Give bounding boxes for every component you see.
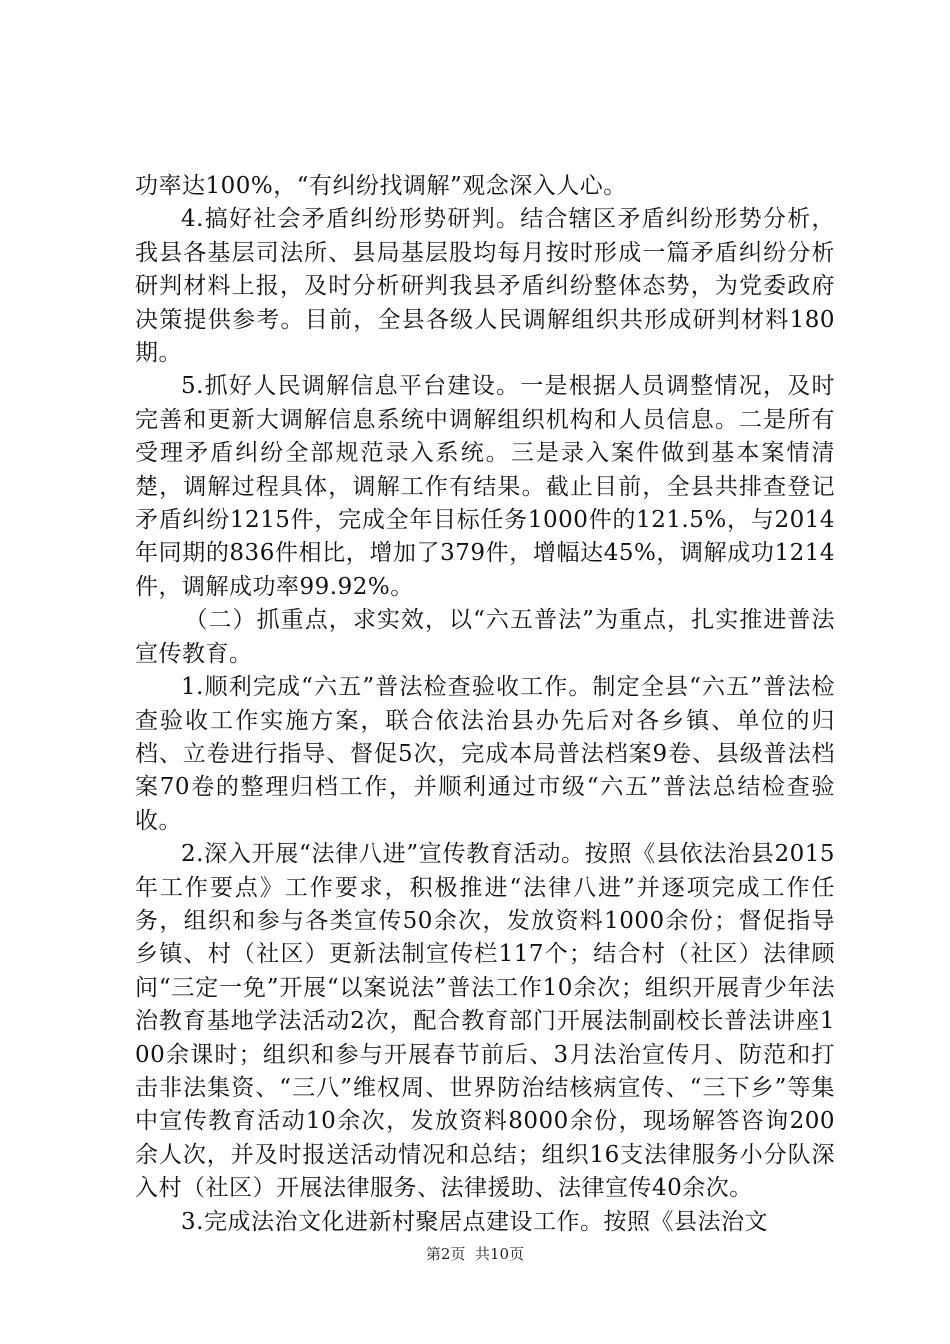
section-heading: （二）抓重点，求实效，以“六五普法”为重点，扎实推进普法宣传教育。 [135, 607, 835, 667]
paragraph-3: 5.抓好人民调解信息平台建设。一是根据人员调整情况，及时完善和更新大调解信息系统中调解组织机构和人员信息。二是所有受理矛盾纠纷全部规范录入系统。三是录入案件做到基本案情清楚，调解过程具体，调解工作有结果。截止目前，全县共排查登记矛盾纠纷1215件，完成全年目标任务1000件的121.5%，与2014年同期的836件相比，增加了379件，增幅达45%，调解成功1214件，调解成功率99.92%。 [135, 373, 835, 600]
paragraph-5: 1.顺利完成“六五”普法检查验收工作。制定全县“六五”普法检查验收工作实施方案，联合依法治县办先后对各乡镇、单位的归档、立卷进行指导、督促5次，完成本局普法档案9卷、县级普法档案70卷的整理归档工作，并顺利通过市级“六五”普法总结检查验收。 [135, 674, 835, 834]
document-body [135, 170, 835, 1239]
page-number-footer: 第2页 共10页 [425, 1245, 525, 1263]
paragraph-7: 3.完成法治文化进新村聚居点建设工作。按照《县法治文 [181, 1208, 768, 1235]
paragraph-6: 2.深入开展“法律八进”宣传教育活动。按照《县依法治县2015年工作要点》工作要求，积极推进“法律八进”并逐项完成工作任务，组织和参与各类宣传50余次，发放资料1000余份；督促指导乡镇、村（社区）更新法制宣传栏117个；结合村（社区）法律顾问“三定一免”开展“以案说法”普法工作10余次；组织开展青少年法治教育基地学法活动2次，配合教育部门开展法制副校长普法讲座100余课时；组织和参与开展春节前后、3月法治宣传月、防范和打击非法集资、“三八”维权周、世界防治结核病宣传、“三下乡”等集中宣传教育活动10余次，发放资料8000余份，现场解答咨询200余人次，并及时报送活动情况和总结；组织16支法律服务小分队深入村（社区）开展法律服务、法律援助、法律宣传40余次。 [135, 841, 835, 1202]
paragraph-1: 功率达100%，“有纠纷找调解”观念深入人心。 [135, 173, 627, 199]
paragraph-2: 4.搞好社会矛盾纠纷形势研判。结合辖区矛盾纠纷形势分析，我县各基层司法所、县局基层股均每月按时形成一篇矛盾纠纷分析研判材料上报，及时分析研判我县矛盾纠纷整体态势，为党委政府决策提供参考。目前，全县各级人民调解组织共形成研判材料180期。 [135, 206, 835, 367]
